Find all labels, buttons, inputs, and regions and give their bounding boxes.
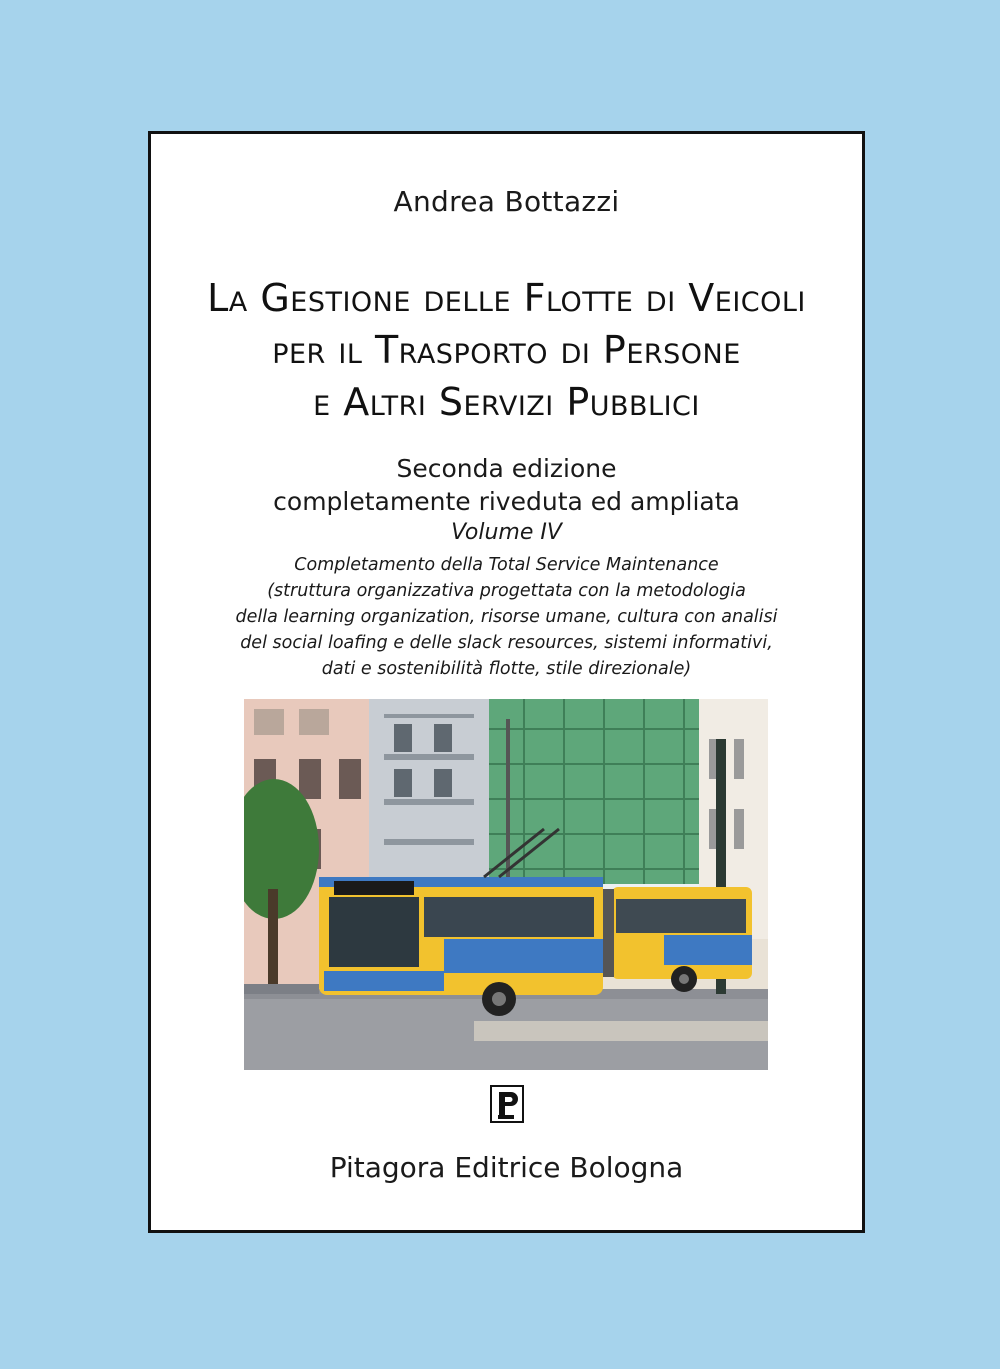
description-line-5: dati e sostenibilità flotte, stile direzionale)	[321, 659, 692, 679]
title-line-1: La Gestione delle Flotte di Veicoli	[207, 276, 806, 320]
edition-line-2: completamente riveduta ed ampliata	[273, 487, 740, 516]
volume-description	[151, 552, 862, 682]
description-line-3: della learning organization, risorse umane, cultura con analisi	[235, 607, 778, 627]
description-line-1: Completamento della Total Service Maintenance	[294, 555, 719, 575]
cover-panel	[148, 131, 865, 1233]
book-title	[151, 272, 862, 428]
title-line-3: e Altri Servizi Pubblici	[313, 380, 700, 424]
description-line-2: (struttura organizzativa progettata con la metodologia	[267, 581, 746, 601]
cover-photo-trolleybus	[244, 699, 768, 1070]
author-name: Andrea Bottazzi	[393, 185, 620, 218]
description-line-4: del social loafing e delle slack resources, sistemi informativi,	[240, 633, 773, 653]
volume-label: Volume IV	[451, 520, 562, 545]
edition-line-1: Seconda edizione	[396, 454, 617, 483]
title-line-2: per il Trasporto di Persone	[272, 328, 741, 372]
publisher-name: Pitagora Editrice Bologna	[329, 1151, 684, 1184]
edition-note	[151, 452, 862, 518]
publisher-logo-icon	[490, 1085, 524, 1123]
